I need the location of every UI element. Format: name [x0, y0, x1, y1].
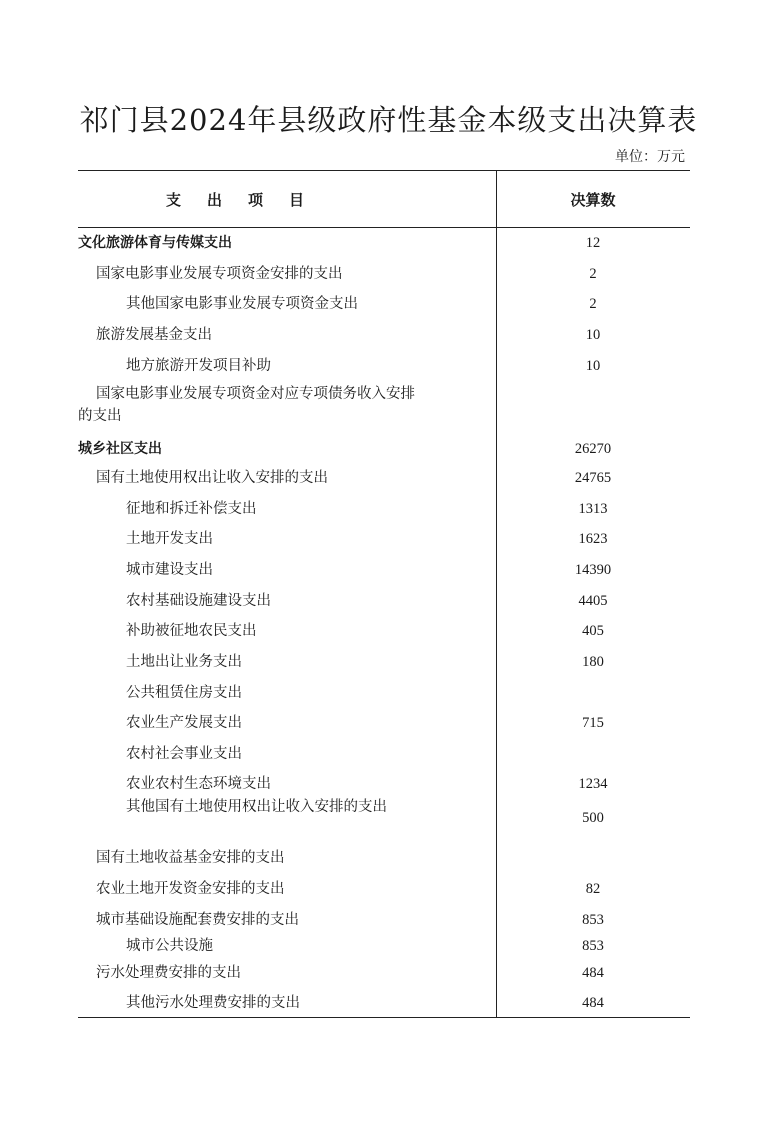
row-value: 180: [582, 654, 604, 670]
row-label: 污水处理费安排的支出: [96, 965, 241, 981]
row-label: 其他国家电影事业发展专项资金支出: [126, 296, 358, 312]
row-label: 农业农村生态环境支出: [126, 776, 271, 792]
row-value: 82: [585, 881, 601, 897]
header-amount: 决算数: [570, 191, 616, 209]
unit-label: 单位：万元: [615, 149, 685, 165]
row-value: 500: [582, 810, 604, 826]
row-value: 10: [585, 327, 601, 343]
row-value: 2: [589, 296, 597, 312]
row-value: 26270: [574, 441, 612, 457]
row-label: 文化旅游体育与传媒支出: [78, 235, 232, 251]
row-label: 补助被征地农民支出: [126, 623, 257, 639]
row-label: 土地开发支出: [126, 531, 213, 547]
row-label: 地方旅游开发项目补助: [126, 358, 271, 374]
row-value: 1234: [578, 776, 608, 792]
row-value: 12: [585, 235, 601, 251]
row-label: 旅游发展基金支出: [96, 327, 212, 343]
row-value: 24765: [574, 470, 612, 486]
table-header: [78, 171, 690, 228]
header-item: 支出项目: [165, 191, 330, 209]
row-label: 国有土地收益基金安排的支出: [96, 850, 285, 866]
row-label: 城市基础设施配套费安排的支出: [96, 912, 299, 928]
row-label: 农业土地开发资金安排的支出: [96, 881, 285, 897]
row-label: 城市建设支出: [126, 562, 213, 578]
row-value: 484: [582, 995, 604, 1011]
page-title: 祁门县2024年县级政府性基金本级支出决算表: [79, 103, 698, 137]
expenditure-table: [78, 170, 690, 1018]
row-value: 4405: [578, 593, 608, 609]
row-value: 853: [582, 912, 604, 928]
row-value: 853: [582, 938, 604, 954]
row-label: 公共租赁住房支出: [126, 685, 242, 701]
row-label: 征地和拆迁补偿支出: [126, 501, 257, 517]
row-label: 土地出让业务支出: [126, 654, 242, 670]
row-label: 国有土地使用权出让收入安排的支出: [96, 470, 328, 486]
row-label: 其他国有土地使用权出让收入安排的支出: [126, 799, 387, 815]
row-label: 农村基础设施建设支出: [126, 593, 271, 609]
row-value: 1623: [578, 531, 608, 547]
row-value: 484: [582, 965, 604, 981]
row-value: 14390: [574, 562, 612, 578]
row-label: 国家电影事业发展专项资金安排的支出: [96, 266, 343, 282]
row-label: 国家电影事业发展专项资金对应专项债务收入安排的支出: [78, 386, 415, 424]
row-value: 715: [582, 715, 604, 731]
row-value: 10: [585, 358, 601, 374]
row-label: 城乡社区支出: [78, 441, 162, 457]
row-label: 农业生产发展支出: [126, 715, 242, 731]
row-label: 其他污水处理费安排的支出: [126, 995, 300, 1011]
row-value: 1313: [578, 501, 608, 517]
row-value: 2: [589, 266, 597, 282]
row-label: 城市公共设施: [126, 938, 213, 954]
row-label: 农村社会事业支出: [126, 746, 242, 762]
row-value: 405: [582, 623, 604, 639]
